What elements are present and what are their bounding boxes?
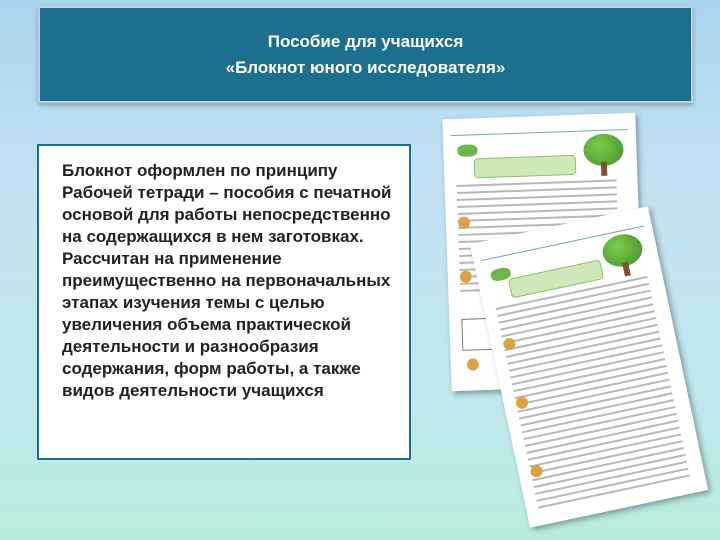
leaf-icon	[457, 144, 477, 157]
description-text: Блокнот оформлен по принципу Рабочей тетради – пособия с печатной основой для работы непосредственно на содержащихся в нем заготовках. Рассчитан на применение преимущественно на первоначальных этапах изучения темы с целью увеличения объема практической деятельности и разнообразия содержания, форм работы, а также видов деятельности учащихся	[62, 161, 392, 400]
description-box	[37, 144, 411, 460]
slide-title	[38, 6, 693, 103]
title-line-2: «Блокнот юного исследователя»	[225, 57, 506, 77]
title-line-1: Пособие для учащихся	[267, 31, 464, 51]
owl-icon	[467, 358, 479, 370]
